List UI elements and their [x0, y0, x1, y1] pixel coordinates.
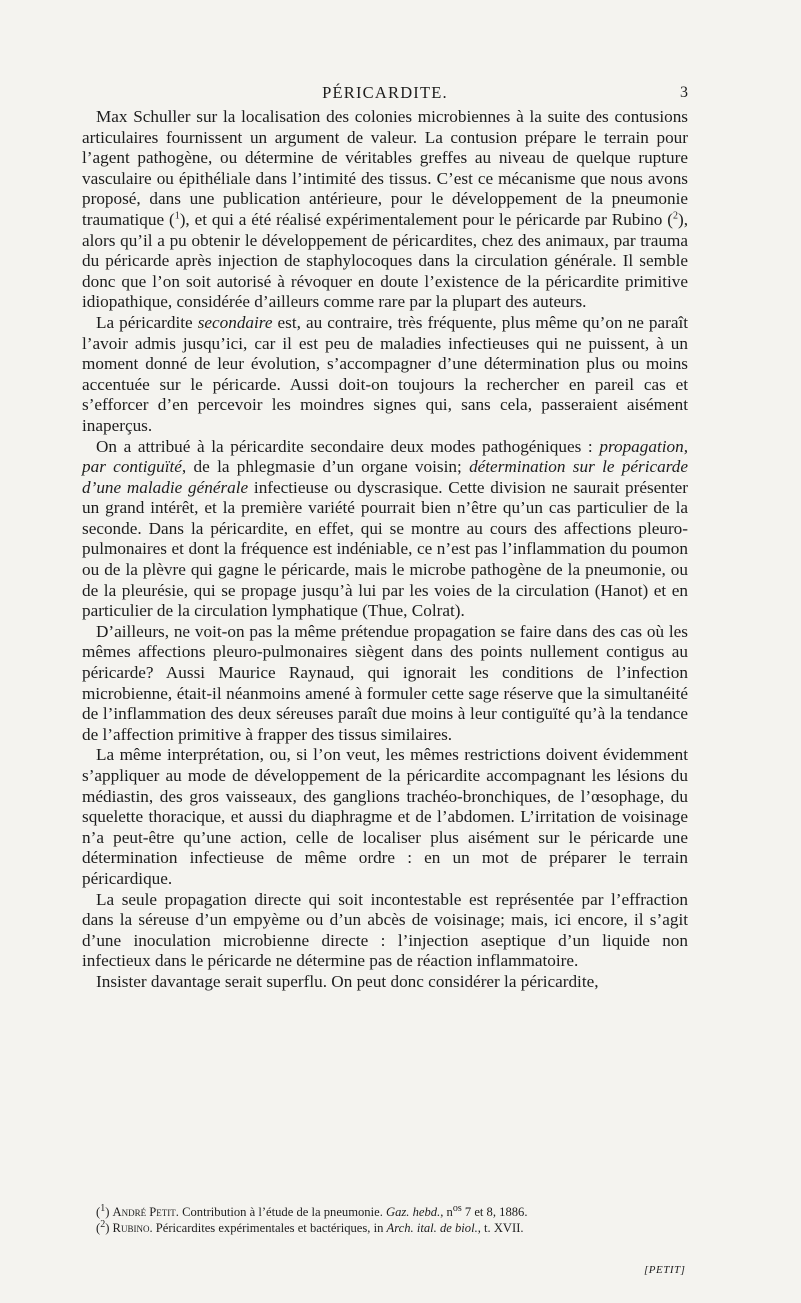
text-run: André Petit — [112, 1205, 176, 1219]
text-run: 7 et 8, 1886. — [461, 1205, 528, 1219]
running-title: PÉRICARDITE. — [322, 83, 448, 102]
text-run: D’ailleurs, ne voit-on pas la même prétendue propagation se faire dans des cas où les mêmes affections pleuro-pulmonaires siègent dans des points nullement contigus au péricarde? Aussi Maurice Raynaud, qui ignorait les conditions de l’infection microbienne, était-il néanmoins amené à formuler cette sage réserve que la simultanéité de l’inflammation des deux séreuses paraît due moins à leur contiguïté qu’à la tendance de l’affection primitive à frapper des tissus similaires. — [82, 621, 688, 744]
text-run: , t. XVII. — [477, 1221, 524, 1235]
running-header — [82, 83, 688, 107]
text-run: . Contribution à l’étude de la pneumonie. — [175, 1205, 386, 1219]
paragraph — [82, 972, 688, 993]
text-run: La péricardite — [96, 312, 198, 332]
text-run: est, au contraire, très fréquente, plus même qu’on ne paraît l’avoir admis jusqu’ici, car il est peu de maladies infectieuses qui ne puissent, à un moment donné de leur évolution, s’accompagner d’une détermination plus ou moins accentuée sur le péricarde. Aussi doit-on toujours la rechercher en pareil cas et s’efforcer d’en percevoir les moindres signes qui, sans cela, passeraient aisément inaperçus. — [82, 312, 689, 435]
text-run: Gaz. hebd. — [386, 1205, 441, 1219]
paragraph — [82, 107, 688, 313]
text-run: Arch. ital. de biol. — [386, 1221, 478, 1235]
text-run: ), alors qu’il a pu obtenir le développement de péricardites, chez des animaux, par trauma du péricarde après injection de staphylocoques dans la circulation générale. Il semble donc que l’on soit autorisé à révoquer en doute l’existence de la péricardite primitive idiopathique, considérée d’ailleurs comme rare par la plupart des auteurs. — [82, 209, 689, 312]
paragraph — [82, 437, 688, 622]
body-text — [82, 107, 688, 993]
footnote — [82, 1218, 688, 1236]
text-run: . Péricardites expérimentales et bactériques, in — [149, 1221, 387, 1235]
text-run: On a attribué à la péricardite secondaire deux modes pathogéniques : — [96, 436, 600, 456]
text-run: ( — [96, 1205, 101, 1219]
paragraph — [82, 890, 688, 972]
text-run: La même interprétation, ou, si l’on veut, les mêmes restrictions doivent évidemment s’appliquer au mode de développement de la péricardite accompagnant les lésions du médiastin, des gros vaisseaux, des ganglions trachéo-bronchiques, de l’œsophage, du squelette thoracique, et aussi du diaphragme et de l’abdomen. L’irritation de voisinage n’a peut-être qu’une action, celle de localiser plus aisément sur le péricarde une détermination infectieuse de même ordre : en un mot de préparer le terrain péricardique. — [82, 745, 688, 888]
page-number: 3 — [680, 84, 688, 101]
text-run: ( — [96, 1221, 101, 1235]
text-run: 1 — [174, 210, 180, 222]
text-run: infectieuse ou dyscrasique. Cette division ne saurait présenter un grand intérêt, et la première variété pourrait bien n’être qu’un cas particulier de la seconde. Dans la péricardite, en effet, qui se montre au cours des affections pleuro-pulmonaires et dont la fréquence est indéniable, ce n’est pas l’inflammation du poumon ou de la plèvre qui gagne le péricarde, mais le microbe pathogène de la pneumonie, ou de la pleurésie, qui se propage jusqu’à lui par les voies de la circulation (Hanot) et en particulier de la circulation lymphatique (Thue, Colrat). — [82, 477, 689, 621]
text-run: Insister davantage serait superflu. On peut donc considérer la péricardite, — [96, 971, 599, 991]
text-run: La seule propagation directe qui soit incontestable est représentée par l’effraction dans la séreuse d’un empyème ou d’un abcès de voisinage; mais, ici encore, il s’agit d’une inoculation microbienne directe : l’injection aseptique d’un liquide non infectieux dans le péricarde ne détermine pas de réaction inflammatoire. — [82, 889, 688, 971]
footnotes — [82, 1202, 688, 1237]
text-run: ) — [105, 1221, 113, 1235]
text-run: 1 — [100, 1202, 106, 1214]
text-run: Rubino — [112, 1221, 150, 1235]
text-run: ) — [105, 1205, 113, 1219]
text-run: ), et qui a été réalisé expérimentalement pour le péricarde par Rubino ( — [179, 209, 673, 229]
signature-mark: [PETIT] — [644, 1264, 686, 1276]
text-run: secondaire — [197, 312, 273, 332]
footnote — [82, 1202, 688, 1220]
text-run: , n — [440, 1205, 453, 1219]
text-run: , de la phlegmasie d’un organe voisin; — [181, 457, 470, 477]
text-run: 2 — [100, 1218, 106, 1230]
paragraph — [82, 745, 688, 889]
paragraph — [82, 622, 688, 746]
text-run: 2 — [672, 210, 678, 222]
text-run: détermination sur le péricarde d’une maladie générale — [82, 457, 688, 497]
text-run: propagation, par contiguïté — [82, 436, 688, 477]
paragraph — [82, 313, 688, 437]
text-run: Max Schuller sur la localisation des colonies microbiennes à la suite des contusions articulaires fournissent un argument de valeur. La contusion prépare le terrain pour l’agent pathogène, ou détermine de véritables greffes au niveau de quelque rupture vasculaire ou épithéliale dans l’intimité des tissus. C’est ce mécanisme que nous avons proposé, dans une publication antérieure, pour le développement de la pneumonie traumatique ( — [82, 107, 688, 229]
text-run: os — [452, 1202, 462, 1214]
